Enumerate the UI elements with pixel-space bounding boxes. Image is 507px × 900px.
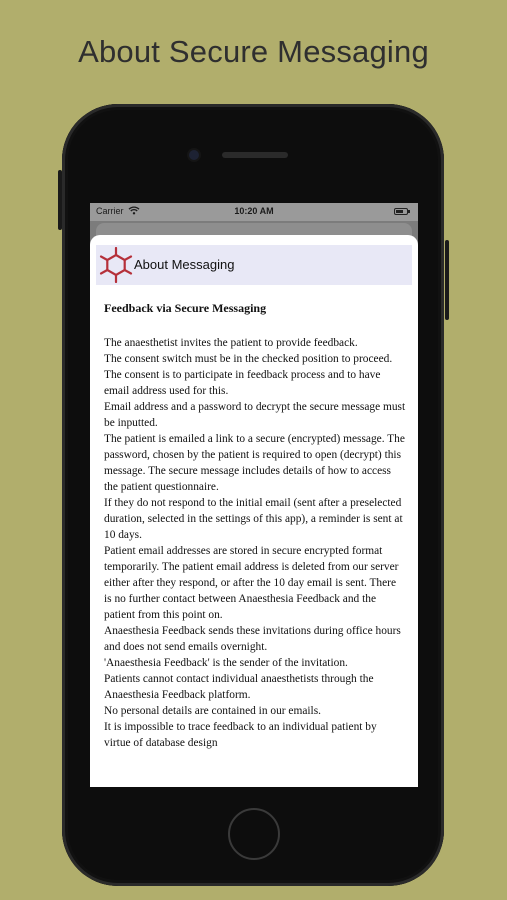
phone-volume-button: [58, 170, 62, 230]
about-text-scroll[interactable]: [104, 291, 406, 773]
content-paragraph: Patient email addresses are stored in secure encrypted format temporarily. The patient email address is deleted from our server either after they respond, or after the 10 day email is sent. There is no further contact between Anaesthesia Feedback and the patient from this point on.: [104, 545, 399, 621]
promo-title: About Secure Messaging: [78, 34, 429, 69]
status-bar: [90, 203, 418, 221]
content-paragraph: If they do not respond to the initial email (sent after a preselected duration, selected in the settings of this app), a reminder is sent at 10 days.: [104, 497, 403, 541]
content-paragraph: Patients cannot contact individual anaesthetists through the Anaesthesia Feedback platform.: [104, 673, 374, 701]
content-heading: Feedback via Secure Messaging: [104, 301, 267, 315]
content-paragraph: Email address and a password to decrypt the secure message must be inputted.: [104, 401, 406, 429]
battery-icon: [394, 208, 408, 215]
content-paragraph: It is impossible to trace feedback to an individual patient by virtue of database design: [104, 721, 377, 749]
phone-power-button: [445, 240, 449, 320]
status-carrier: Carrier: [96, 206, 124, 216]
content-paragraph: 'Anaesthesia Feedback' is the sender of the invitation.: [104, 657, 348, 669]
sheet-header: [96, 245, 412, 285]
content-paragraph: The patient is emailed a link to a secure (encrypted) message. The password, chosen by the patient is required to open (decrypt) this message. The secure message includes details of how to access the patient questionnaire.: [104, 433, 405, 493]
content-paragraph: No personal details are contained in our emails.: [104, 705, 321, 717]
sheet-title: About Messaging: [134, 257, 235, 272]
hexagon-molecule-logo-icon: [98, 247, 134, 283]
home-button[interactable]: [228, 808, 280, 860]
content-paragraph: The consent switch must be in the checked position to proceed. The consent is to participate in feedback process and to have email address used for this.: [104, 353, 393, 397]
status-time: 10:20 AM: [234, 206, 274, 216]
content-body: [104, 335, 406, 751]
about-messaging-sheet: [90, 235, 418, 787]
content-paragraph: The anaesthetist invites the patient to provide feedback.: [104, 337, 358, 349]
earpiece-speaker: [222, 152, 288, 158]
front-camera: [189, 150, 199, 160]
phone-screen: [90, 203, 418, 787]
content-paragraph: Anaesthesia Feedback sends these invitations during office hours and does not send emails overnight.: [104, 625, 401, 653]
